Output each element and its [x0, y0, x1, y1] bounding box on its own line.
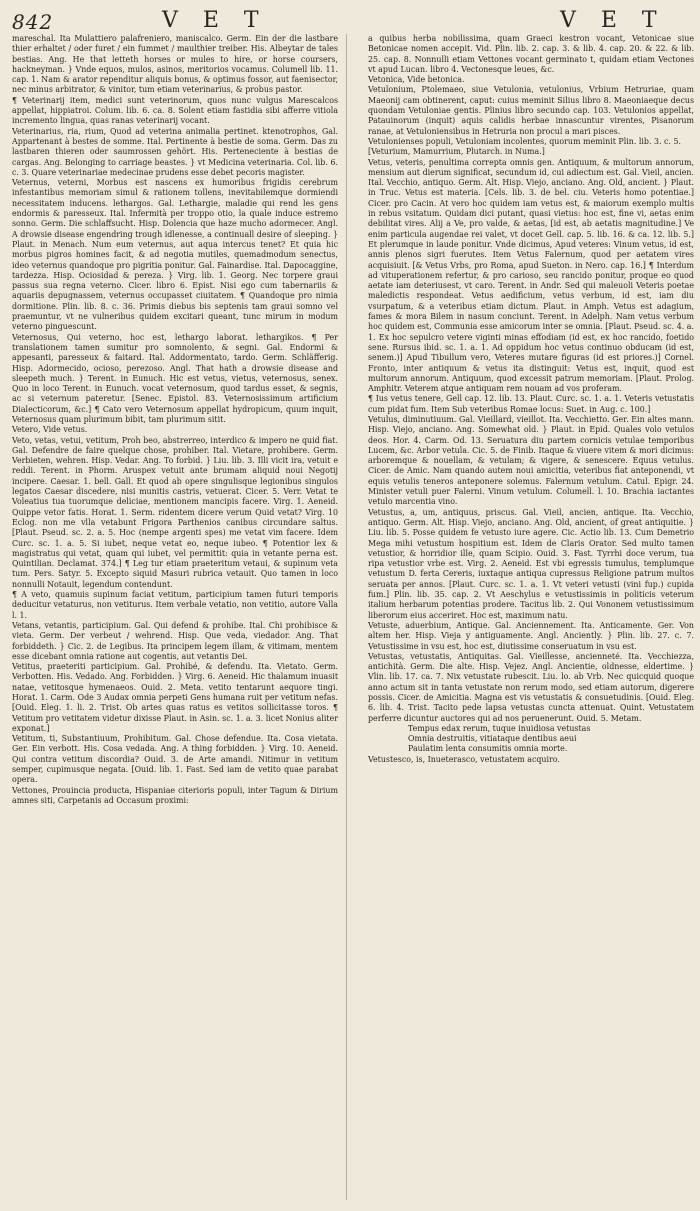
entry-paragraph: Vetulus, diminutiuum. Gal. Vieillard, vieillot. Ita. Vecchietto. Ger. Ein altes mann. Hisp. Viejo, anciano. Ang. Somewhat old. } Plaut. in Epid. Quales volo vetulos deos. Hor. 4. Carm. Od. 13. Seruatura diu partem cornicis vetulae temporibus Lucem, &c. Arbor vetula. Cic. 5. de Finib. Itaque & viuere vitem & mori dicimus: arboremque & nouellam, & vetulam; & vigere, & senescere. Equus vetulus. Cicer. de Amic. Nam quando autem noui amicitia, veteribus fiat anteponendi, vt equis vetulis teneros anteponere solemus. Falernum vetulum. Catul. Epigr. 24. Minister vetuli puer Falerni. Vinum vetulum. Columell. l. 10. Brachia iactantes vetulo marcentia vino.	[368, 414, 694, 507]
entry-paragraph: Vetans, vetantis, participium. Gal. Qui defend & prohibe. Ital. Chi prohibisce & vieta. Germ. Der verbeut / wehrend. Hisp. Que veda, viedador. Ang. That forbiddeth. } Cic. 2. de Legibus. Ita principem legem illam, & vitimam, mentem esse dicebant omnia ratione aut cogentis, aut vetantis Dei.	[12, 620, 338, 661]
entry-paragraph: [Veturium, Mamurrium, Plutarch. in Numa.]	[368, 147, 545, 157]
entry-paragraph: Veto, vetas, vetui, vetitum, Proh beo, abstrerreo, interdico & impero ne quid fiat. Gal. Defendre de faire quelque chose, prohiber. Ital. Vietare, prohibere. Germ. Verbieten, wehren. Hisp. Vedar. Ang. To forbid. } Liu. lib. 3. Illi vicit ira, vetuit e reddi. Terent. in Phorm. Aruspex vetuit ante brumam aliquid noui Negotij incipere. Caesar. 1. bell. Gall. Et quod ab opere singulisque legionibus singulos legatos Caesar discedere, nisi munitis castris, vetuerat. Cicer. 5. Verr. Vetat te Voleatius tua tuorumque deliciae, mentionem mancipis facere. Virg. 1. Aeneid. Quippe vetor fatis. Horat. 1. Serm. ridentem dicere verum Quid vetat? Virg. 10 Eclog. non me vlla vetabunt Frigora Parthenios canibus circundare saltus. [Plaut. Pseud. sc. 2. a. 5. Hoc (nempe argenti spes) me vetat vim facere. Idem Curc. sc. 1. a. 5. Si iubet, neque vetat eo, neque iubeo. ¶ Potentior lex & magistratus qui vetat, quam qui iubet, vel permittit: quia in vetante perna est. Quintilian. Declamat. 374.] ¶ Leg tur etiam praeteritum vetaui, & supinum veta tum. Pers. Satyr. 5. Excepto siquid Masuri rubrica vetauit. Quo tamen in loco nonnulli Notauit, legendum contendunt.	[12, 435, 338, 589]
verse-line: Tempus edax rerum, tuque inuidiosa vetustas	[408, 723, 591, 733]
entry-paragraph: Vetonica, Vide betonica.	[368, 75, 465, 85]
entry-paragraph: Veternosus, Qui veterno, hoc est, lethargo laborat. lethargikos. ¶ Per translationem tamen sumitur pro somnolento, & segni. Gal. Endormi & appesanti, paresseux & faitard. Ital. Addormentato, tardo. Germ. Schläfferig. Hisp. Adormecido, ocioso, perezoso. Angl. That hath a drowsie disease and sleepeth much. } Terent. in Eunuch. Hic est vetus, vietus, veternosus, senex. Quo in loco Terent. in Eunuch. vocat veternosum, quod tardus esset, & segnis, ac si veternum pateretur. [Senec. Epistol. 83. Veternosissimum artificium Dialecticorum, &c.] ¶ Cato vero Veternosum appellat hydropicum, quum inquit, Veternosus quam plurimum bibit, tam plurimum sitit.	[12, 332, 338, 424]
entry-paragraph: Veterinarius, ria, rium, Quod ad veterina animalia pertinet. ktenotrophos, Gal. Appartenant à bestes de somme. Ital. Pertinente à bestie de soma. Germ. Das zu lastbaren thieren oder saumrossen gehört. His. Perteneciente à bestias de cargas. Ang. Belonging to carriage beastes. } vt Medicina veterinaria. Col. lib. 6. c. 3. Quare veterinariae medecinae prudens esse debet pecoris magister.	[12, 126, 338, 177]
entry-paragraph: Veternus, veterni, Morbus est nascens ex humoribus frigidis cerebrum infestantibus memoriam simul & rationem tollens, inevitabilemque dormiendi necessitatem inducens. lethargos. Gal. Lethargie, maladie qui rend les gens endormis & paresseux. Ital. Infermità per troppo otio, la quale induce estremo sonno. Germ. Die schlaffsucht. Hisp. Dolencia que haze mucho adormecer. Angl. A drowsie disease engendring trough idlenesse, a continuall desire of sleeping. } Plaut. in Menach. Num eum veternus, aut aqua intercus tenet? Et quia hic morbus pigros homines facit, & ad negotia mutiles, quemadmodum senectus, ideo veternus quandoque pro pigritia ponitur. Gal. Fainardise. Ital. Dapocaggine, tardezza. Hisp. Ociosidad & pereza. } Virg. lib. 1. Georg. Nec torpere graui passus sua regna veterno. Cicer. libro 6. Epist. Nisi ego cum tabernariis & aquariis depugnassem, veternus occupasset ciuitatem. ¶ Quandoque pro nimia dormitione. Plin. lib. 8. c. 36. Primis diebus bis septenis tam graui somno vel praemuntur, vt ne vulneribus quidem excitari queant, tunc mirum in modum veterno pinguescunt.	[12, 178, 338, 332]
page-number: 842	[12, 10, 54, 34]
running-head-left: V E T	[162, 8, 268, 33]
entry-paragraph: Vetus, veteris, penultima correpta omnis gen. Antiquum, & multorum annorum, mensium aut dierum significat, secundum id, cui adiectum est. Gal. Vieil, ancien. Ital. Vecchio, antiquo. Germ. Alt. Hisp. Viejo, anciano. Ang. Old, ancient. } Plaut. in Truc. Vetus est materia. [Cels. lib. 3. de bel. ciu. Veteris homo potentiae.] Cicer. pro Cacin. At vero hoc quidem iam vetus est, & maiorum exemplo multis in rebus vsitatum. Quidam dici putant, quasi vietus: hoc est, fine vi, aetas enim debilitat vires. Alij a Ve, pro valde, & aetas, [id est, ab aetatis magnitudine.] Ve enim particula augendae rei valet, vt docet Gell. cap. 5. lib. 16. & ca. 12. lib. 5.] Et plerumque in laude ponitur. Vnde dicimus, Apud veteres: Vinum vetus, id est, annis plenos sigri fuerutes. Item Vetus Falernum, quod per aetatem vires acquisiuit. [& Vetus Vrbs, pro Roma, apud Sueton. in Nero. cap. 16.] ¶ Interdum ad vituperationem refertur, & pro carioso, seu rancido ponitur, proque eo quod aetate iam deteriusest, vt caro. Terent. in Andr. Sed qui maleuoli Veteris poetae maledictis respondeat. Vetus aedificium, vetus verbum, id est, iam diu vsurpatum, & a veteribus etiam dictum. Plaut. in Amph. Vetus est adagium, fames & mora Bilem in nasum conciunt. Terent. in Adelph. Nam vetus verbum hoc quidem est, Communia esse amicorum inter se omnia. [Plaut. Pseud. sc. 4. a. 1. Ex hoc sepulcro vetere viginti minas effodiam (id est, ex hoc rancido, foetido sene. Rursus ibid. sc. 1. a. 1. Ad oppidum hoc vetus continuo obducam (id est, senem.)] Apud Tibullum vero, Veteres mutare figuras (id est priores.)] Cornel. Fronto, inter antiquum & vetus ita distinguit: Vetus est, inquit, quod est multorum annorum. Antiquum, quod excessit patrum memoriam. [Plaut. Prolog. Amphitr. Veterem atque antiquam rem nouam ad vos proferam.	[368, 157, 694, 394]
entry-paragraph: ¶ Veterinarij item, medici sunt veterinorum, quos nunc vulgus Marescalcos appellat, hippiatroi. Colum. lib. 6. ca. 8. Solent etiam fastidia sibi afferre vitiola incremento lingua, quas ranas veterinarij vocant.	[12, 95, 338, 126]
column-divider	[346, 34, 347, 1200]
left-column	[12, 34, 338, 1204]
entry-paragraph: Vetustas, vetustatis, Antiquitas. Gal. Vieillesse, ancienneté. Ita. Vecchiezza, antichità. Germ. Die alte. Hisp. Vejez. Angl. Ancientie, oldnesse, eldertime. } Vlin. lib. 17. ca. 7. Nix vetustate rubescit. Liu. lo. ab Vrb. Nec quicquid quoque anno actum sit in tanta vetustate non rerum modo, sed etiam autorum, digerere possis. Cicer. de Amicitia. Magna est vis vetustatis & consuetudinis. [Ouid. Eleg. 6. lib. 4. Trist. Tacito pede lapsa vetustas cuncta attenuat. Quint. Vetustatem perferre dicuntur auctores qui ad nos peruenerunt. Ouid. 5. Metam.	[368, 651, 694, 723]
entry-paragraph: Vetustus, a, um, antiquus, priscus. Gal. Vieil, ancien, antique. Ita. Vecchio, antiquo. Germ. Alt. Hisp. Viejo, anciano. Ang. Old, ancient, of great antiquitie. } Liu. lib. 5. Posse quidem fe vetusto iure agere. Cic. Actio lib. 13. Cum Demetrio Mega mihi vetustum hospitium est. Idem de Claris Orator. Sed multo tamen vetustior, & horridior ille, quam Scipio. Ouid. 3. Fast. Tyrrhi doce verum, tua ripa vetustior vrbe est. Virg. 2. Aeneid. Est vbi egressis tumulus, templumque vetustum D. ferta Cereris, iuxtaque antiqua cupressus Religione patrum multos seruata per annos. [Plaut. Curc. sc. 1. a. 1. Vt veteri vetusti (vini fup.) cupida fum.] Plin. lib. 35. cap. 2. Vt Aeschylus e vetustissimis in politicis veterum italium herbarum potentias prodere. Tacitus lib. 2. Qui Vononem vetustissimum liberorum eius acceriret. Hoc est, maximum natu.	[368, 507, 694, 620]
entry-paragraph: Vetitus, praeteriti participium. Gal. Prohibé, & defendu. Ita. Vietato. Germ. Verbotten. His. Vedado. Ang. Forbidden. } Virg. 6. Aeneid. Hic thalamum inuasit natae, vetitosque hymenaeos. Ouid. 2. Meta. vetito tentarunt aequore tingi. Horat. 1. Carm. Ode 3 Audax omnia perpeti Gens humana ruit per vetitum nefas. [Ouid. Eleg. 1. li. 2. Trist. Ob artes quas ratus es vetitos sollicitasse toros. ¶ Vetitum pro vetitatem videtur dixisse Plaut. in Asin. sc. 1. a. 3. licet Nonius aliter exponat.]	[12, 662, 338, 733]
entry-paragraph: Vetuste, aduerbium, Antique. Gal. Anciennement. Ita. Anticamente. Ger. Von altem her. Hisp. Vieja y antiguamente. Angl. Anciently. } Plin. lib. 27. c. 7. Vetustissime in vsu est, hoc est, diutissime conseruatum in vsu est.	[368, 620, 694, 651]
entry-paragraph: ¶ Ius vetus tenere, Gell cap. 12. lib. 13. Plaut. Curc. sc. 1. a. 1. Veteris vetustatis cum pidat fum. Item Sub veteribus Romae locus: Suet. in Aug. c. 100.]	[368, 394, 694, 414]
running-head-right: V E T	[560, 8, 666, 33]
entry-paragraph: Vetulonium, Ptolemaeo, siue Vetulonia, vetulonius, Vrbium Hetruriae, quam Maeonij cam obtinerent, caput: cuius meminit Silius libro 8. Maeoniaeque decus quondam Vetuloniae gentis. Plinius libro secundo cap. 103. Vetulonios appellat, Patauinorum (inquit) aquis calidis herbae innascuntur virentes, Pisanorum ranae, at Vetuloniensibus in Hetruria non procul a mari pisces.	[368, 85, 694, 136]
entry-paragraph: mareschal. Ita Mulattiero palafreniero, maniscalco. Germ. Ein der die lastbare thier erhaltet / oder furet / ein fummet / maulthier treiber. His. Albeytar de tales bestias. Ang. He that letteth horses or mules to hire, or horse coursers, hackneyman. } Vnde equos, mulos, asinos, meritorios vocamus. Columell lib. 11. cap. 1. Nam & arator rependitur aliquis bonus, & optimus fossor, aut faenisector, nec minus arbitrator, & vinitor, tum etiam veterinarius, & probus pastor.	[12, 34, 338, 95]
entry-paragraph: Vetustesco, is, Inueterasco, vetustatem acquiro.	[368, 754, 560, 764]
entry-paragraph: Vettones, Prouincia producta, Hispaniae citerioris populi, inter Tagum & Dirium amnes siti, Carpetanis ad Occasum proximi:	[12, 785, 338, 805]
entry-paragraph: Vetulonienses populi, Vetuloniam incolentes, quorum meminit Plin. lib. 3. c. 5.	[368, 136, 681, 146]
entry-paragraph: a quibus herba nobilissima, quam Graeci kestron vocant, Vetonicae siue Betonicae nomen accepit. Vid. Plin. lib. 2. cap. 3. & lib. 4. cap. 20. & 22. & lib. 25. cap. 8. Nonnulli etiam Vettones vocant germinato t, quidam etiam Vectones vt apud Lucan. libro 4. Vectonesque leues, &c.	[368, 34, 694, 74]
verse-line: Omnia destruitis, vitiataque dentibus aeui	[408, 734, 577, 744]
entry-paragraph: Vetitum, ti, Substantiuum, Prohibitum. Gal. Chose defendue. Ita. Cosa vietata. Ger. Ein verbott. His. Cosa vedada. Ang. A thing forbidden. } Virg. 10. Aeneid. Qui contra vetitum discordia? Ouid. 3. de Arte amandi. Nitimur in vetitum semper, cupimusque negata. [Ouid. lib. 1. Fast. Sed iam de vetito quae parabat opera.	[12, 734, 338, 785]
verse-line: Paulatim lenta consumitis omnia morte.	[408, 744, 568, 754]
page-header	[12, 8, 682, 34]
right-column	[368, 34, 694, 1204]
entry-paragraph: Vetero, Vide vetus.	[12, 425, 88, 435]
entry-paragraph: ¶ A veto, quamuis supinum faciat vetitum, participium tamen futuri temporis deducitur vetaturus, non vetiturus. Item verbale vetatio, non vetitio, autore Valla l. 1.	[12, 590, 338, 620]
